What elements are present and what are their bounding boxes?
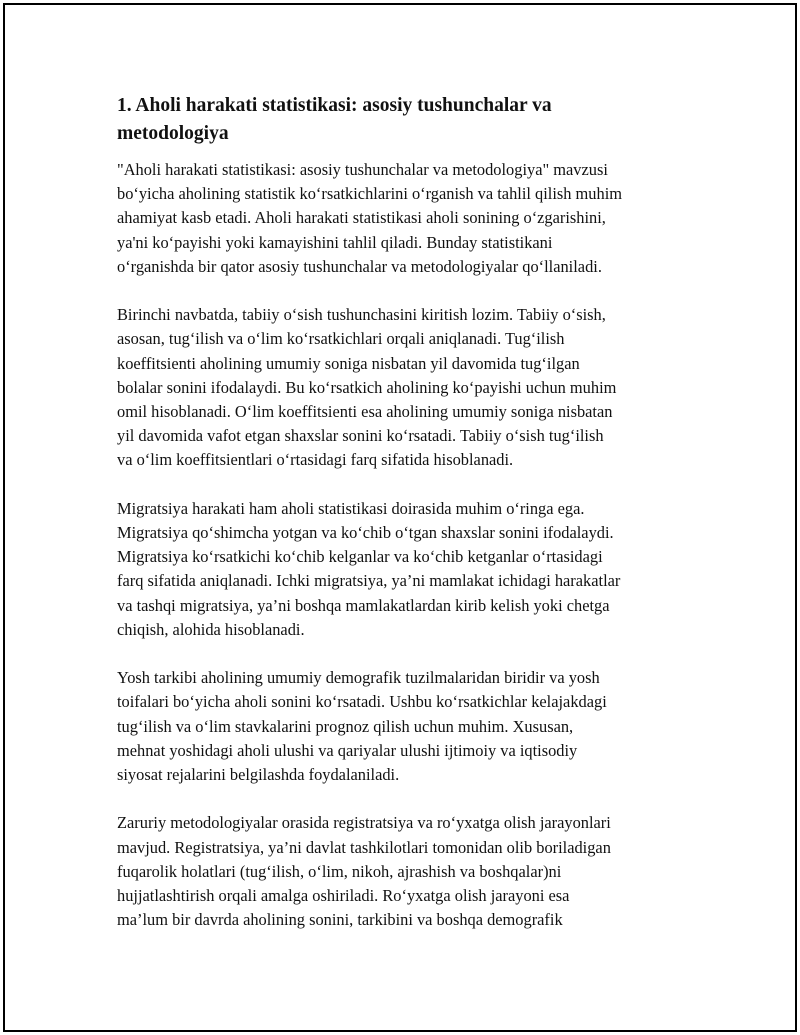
text-line: farq sifatida aniqlanadi. Ichki migratsiya, ya’ni mamlakat ichidagi harakatlar	[117, 571, 621, 591]
text-line: o‘rganishda bir qator asosiy tushunchalar va metodologiyalar qo‘llaniladi.	[117, 256, 602, 276]
text-line: ya'ni ko‘payishi yoki kamayishini tahlil qiladi. Bunday statistikani	[117, 232, 553, 252]
paragraph-migration	[117, 497, 692, 642]
text-line: va tashqi migratsiya, ya’ni boshqa mamlakatlardan kirib kelish yoki chetga	[117, 595, 610, 615]
paragraph-intro	[117, 158, 692, 279]
text-line: bolalar sonini ifodalaydi. Bu ko‘rsatkich aholining ko‘payishi uchun muhim	[117, 377, 617, 397]
text-line: fuqarolik holatlari (tug‘ilish, o‘lim, nikoh, ajrashish va boshqalar)ni	[117, 861, 562, 881]
text-line: Yosh tarkibi aholining umumiy demografik tuzilmalaridan biridir va yosh	[117, 668, 600, 688]
text-line: "Aholi harakati statistikasi: asosiy tushunchalar va metodologiya" mavzusi	[117, 160, 608, 179]
text-line: chiqish, alohida hisoblanadi.	[117, 619, 305, 639]
title-line: metodologiya	[117, 123, 229, 144]
paragraph-age-structure	[117, 666, 692, 787]
text-line: Migratsiya qo‘shimcha yotgan va ko‘chib o‘tgan shaxslar sonini ifodalaydi.	[117, 523, 614, 543]
title-line: 1. Aholi harakati statistikasi: asosiy tushunchalar va	[117, 95, 552, 116]
text-line: bo‘yicha aholining statistik ko‘rsatkichlarini o‘rganish va tahlil qilish muhim	[117, 184, 622, 204]
text-line: Migratsiya harakati ham aholi statistikasi doirasida muhim o‘ringa ega.	[117, 498, 585, 518]
text-line: yil davomida vafot etgan shaxslar sonini ko‘rsatadi. Tabiiy o‘sish tug‘ilish	[117, 426, 604, 446]
text-line: ma’lum bir davrda aholining sonini, tarkibini va boshqa demografik	[117, 910, 563, 930]
text-line: Migratsiya ko‘rsatkichi ko‘chib kelganlar va ko‘chib ketganlar o‘rtasidagi	[117, 547, 603, 567]
paragraph-methodology	[117, 811, 692, 932]
text-line: ahamiyat kasb etadi. Aholi harakati statistikasi aholi sonining o‘zgarishini,	[117, 208, 606, 228]
section-title	[117, 92, 692, 148]
text-line: asosan, tug‘ilish va o‘lim ko‘rsatkichlari orqali aniqlanadi. Tug‘ilish	[117, 329, 565, 349]
paragraph-natural-growth	[117, 303, 692, 472]
text-line: toifalari bo‘yicha aholi sonini ko‘rsatadi. Ushbu ko‘rsatkichlar kelajakdagi	[117, 692, 607, 712]
document-body	[117, 92, 692, 957]
text-line: Birinchi navbatda, tabiiy o‘sish tushunchasini kiritish lozim. Tabiiy o‘sish,	[117, 305, 606, 325]
text-line: mehnat yoshidagi aholi ulushi va qariyalar ulushi ijtimoiy va iqtisodiy	[117, 740, 578, 760]
text-line: tug‘ilish va o‘lim stavkalarini prognoz qilish uchun muhim. Xususan,	[117, 716, 574, 736]
text-line: koeffitsienti aholining umumiy soniga nisbatan yil davomida tug‘ilgan	[117, 353, 580, 373]
text-line: siyosat rejalarini belgilashda foydalaniladi.	[117, 765, 400, 785]
text-line: hujjatlashtirish orqali amalga oshiriladi. Ro‘yxatga olish jarayoni esa	[117, 886, 570, 906]
text-line: mavjud. Registratsiya, ya’ni davlat tashkilotlari tomonidan olib boriladigan	[117, 837, 611, 857]
text-line: Zaruriy metodologiyalar orasida registratsiya va ro‘yxatga olish jarayonlari	[117, 813, 611, 833]
text-line: va o‘lim koeffitsientlari o‘rtasidagi farq sifatida hisoblanadi.	[117, 450, 514, 470]
text-line: omil hisoblanadi. O‘lim koeffitsienti esa aholining umumiy soniga nisbatan	[117, 402, 613, 422]
